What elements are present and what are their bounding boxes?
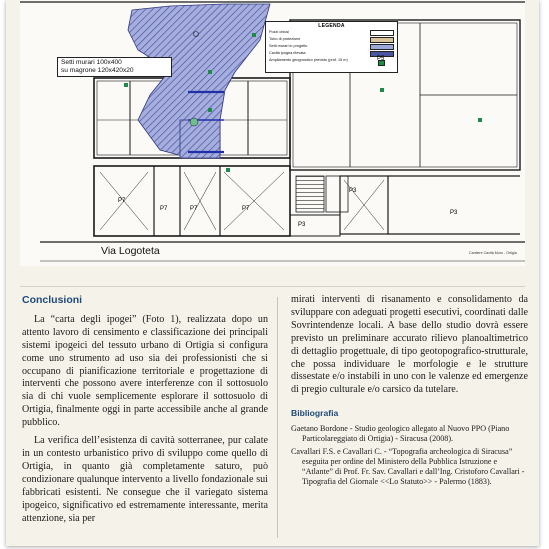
paragraph: La verifica dell’esistenza di cavità sotterranee, pur calate in un contesto urbanistico privo di sviluppo come quello di Ortigia, in quanto già completamente saturo, può condizionare qualunque intervento a livello fondazionale sui fabbricati esistenti. Ne consegue che il variegato sistema ipogeico, significativo ed estremamente interessante, merita attenzione, sia per [22, 435, 268, 524]
room-label: P5 [377, 56, 385, 62]
legend-row: Ampliamento geognostico previsto (prof. 15 m) [269, 58, 348, 62]
legend-swatch [370, 37, 394, 43]
right-column [291, 294, 528, 489]
section-divider [20, 286, 525, 287]
legend-title: LEGENDA [318, 23, 345, 29]
wall-note-line-2: su magrone 120x420x20 [61, 67, 134, 74]
wall-note-box [57, 57, 172, 77]
floor-plan-figure [20, 0, 525, 266]
room-label: P7 [190, 206, 198, 212]
legend-row: Tubo di protezione [269, 37, 301, 41]
room-label: P7 [118, 198, 126, 204]
legend-row: Cavità ipogea rilevata [269, 51, 306, 55]
map-legend [265, 21, 398, 73]
bibliography-entry: Gaetano Bordone - Studio geologico allegato al Nuovo PPO (Piano Particolareggiato di Ortigia) - Siracusa (2008). [291, 424, 510, 444]
room-label: P3 [298, 222, 306, 228]
legend-row: Pozzi chiusi [269, 30, 290, 34]
column-divider [277, 297, 278, 538]
legend-row: Setti murari in progetto [269, 44, 308, 48]
document-page [6, 0, 539, 546]
legend-swatch [370, 44, 394, 50]
room-label: P3 [349, 188, 357, 194]
bibliography-entry: Cavallari F.S. e Cavallari C. - “Topografia archeologica di Siracusa” eseguita per ordine del Ministero della Pubblica Istruzione e “Atlante” di Prof. Fr. Sav. Cavallari e dall’Ing. Cristoforo Cavallari -Tipografia del Giornale <<Lo Statuto>> - Palermo (1883). [291, 446, 525, 487]
legend-swatch [370, 30, 394, 36]
left-column [22, 294, 268, 525]
room-label: P7 [160, 206, 168, 212]
paragraph: mirati interventi di risanamento e consolidamento da sviluppare con adeguati progetti esecutivi, coordinati dalle Sovrintendenze locali. A base dello studio dovrà essere previsto un preliminare accurato rilievo planoaltimetrico di dettaglio progettuale, di tipo geotopografico-strutturale, che possa individuare le morfologie e le strutture dissestate e/o instabili in uno con le valenze ed emergenze di pregio culturale e/o carsico da tutelare. [291, 294, 528, 396]
room-label: P3 [450, 210, 458, 216]
bibliography-heading: Bibliografia [291, 408, 339, 419]
conclusions-heading: Conclusioni [22, 294, 83, 306]
wall-note-line-1: Setti murari 100x400 [61, 59, 122, 66]
room-label: P7 [242, 206, 250, 212]
street-label: Via Logoteta [101, 245, 160, 257]
paragraph: La “carta degli ipogei” (Foto 1), realizzata dopo un attento lavoro di censimento e classificazione dei principali sistemi ipogeici del tessuto urbano di Ortigia si configura come uno strumento ad uso sia dei professionisti che si occupano di pianificazione territoriale e progettazione di interventi che possono avere interferenze con il sottosuolo sia di chi vuole semplicemente esplorare il sottosuolo di Ortigia, finalmente oggi in parte accessibile anche al grande pubblico. [22, 313, 268, 429]
drawing-note: Cantiere Cavità Muro - Ortigia [469, 251, 517, 255]
